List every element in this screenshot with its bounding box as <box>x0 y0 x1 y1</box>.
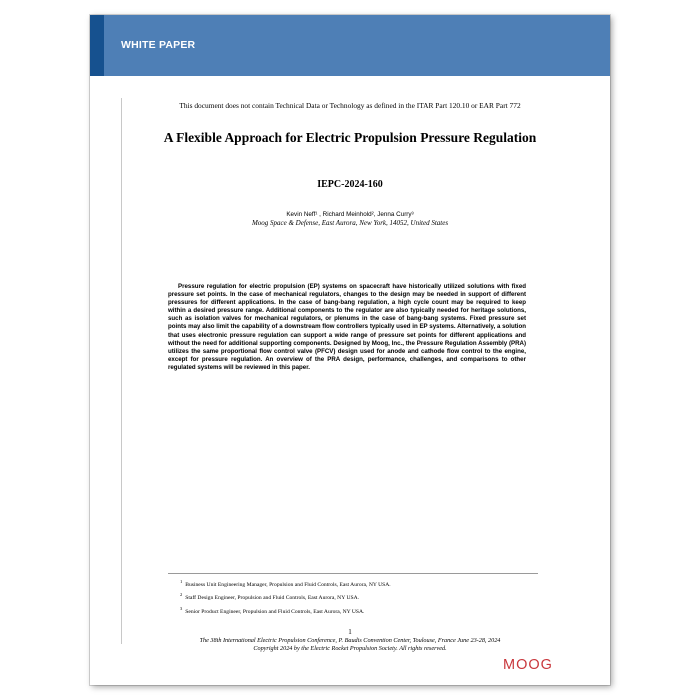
itar-notice: This document does not contain Technical Data or Technology as defined in the ITAR Part 120.10 or EAR Part 772 <box>179 101 521 110</box>
footnotes <box>180 577 391 617</box>
header-band-stripe <box>90 15 104 76</box>
moog-logo: MOOG <box>503 657 553 673</box>
paper-id: IEPC-2024-160 <box>317 179 383 190</box>
footnote-divider <box>168 573 538 574</box>
footnote-item <box>180 577 391 590</box>
header-band <box>90 15 610 76</box>
footnote-item <box>180 604 391 617</box>
document-page <box>90 15 610 685</box>
paper-authors: Kevin Neff¹ , Richard Meinhold², Jenna Curry³ <box>286 211 414 218</box>
abstract-text: Pressure regulation for electric propulsion (EP) systems on spacecraft have historically utilized solutions with fixed pressure set points. In the case of mechanical regulators, changes to the design may be needed in support of different pressures for different applications. In the case of bang-bang regulation, a high cycle count may be required to keep within a desired pressure range. Additional components to the regulator are also typically needed for heritage solutions, such as isolation valves for mechanical regulators, or plenums in the case of bang-bang systems. Fixed pressure set points may also limit the capability of a downstream flow controllers typically used in EP systems. Alternatively, a solution that uses electronic pressure regulation can support a wide range of pressure set points for different applications and without the need for additional supporting components. Designed by Moog, Inc., the Pressure Regulation Assembly (PRA) utilizes the same proportional flow control valve (PFCV) design used for anode and cathode flow control to the engine, except for pressure regulation. An overview of the PRA design, performance, challenges, and comparisons to other regulated systems will be reviewed in this paper. <box>168 283 526 371</box>
footnote-text: Senior Product Engineer, Propulsion and Fluid Controls, East Aurora, NY USA. <box>185 608 365 615</box>
conference-line: The 38th International Electric Propulsion Conference, P. Baudis Convention Center, Toulouse, France June 23-28, 2024 <box>199 637 501 644</box>
paper-title: A Flexible Approach for Electric Propulsion Pressure Regulation <box>163 130 537 145</box>
footnote-number: 1 <box>180 579 183 584</box>
footnote-number: 3 <box>180 605 183 611</box>
paper-affiliation: Moog Space & Defense, East Aurora, New York, 14052, United States <box>251 219 449 227</box>
header-label: WHITE PAPER <box>121 39 196 51</box>
footnote-text: Staff Design Engineer, Propulsion and Fluid Controls, East Aurora, NY USA. <box>185 595 360 602</box>
copyright-line: Copyright 2024 by the Electric Rocket Propulsion Society. All rights reserved. <box>253 645 447 653</box>
conference-footer <box>90 637 610 654</box>
page-number: 1 <box>348 628 352 636</box>
footnote-number: 2 <box>180 592 183 598</box>
footnote-text: Business Unit Engineering Manager, Propulsion and Fluid Controls, East Aurora, NY USA. <box>185 581 391 588</box>
footnote-item <box>180 590 391 603</box>
